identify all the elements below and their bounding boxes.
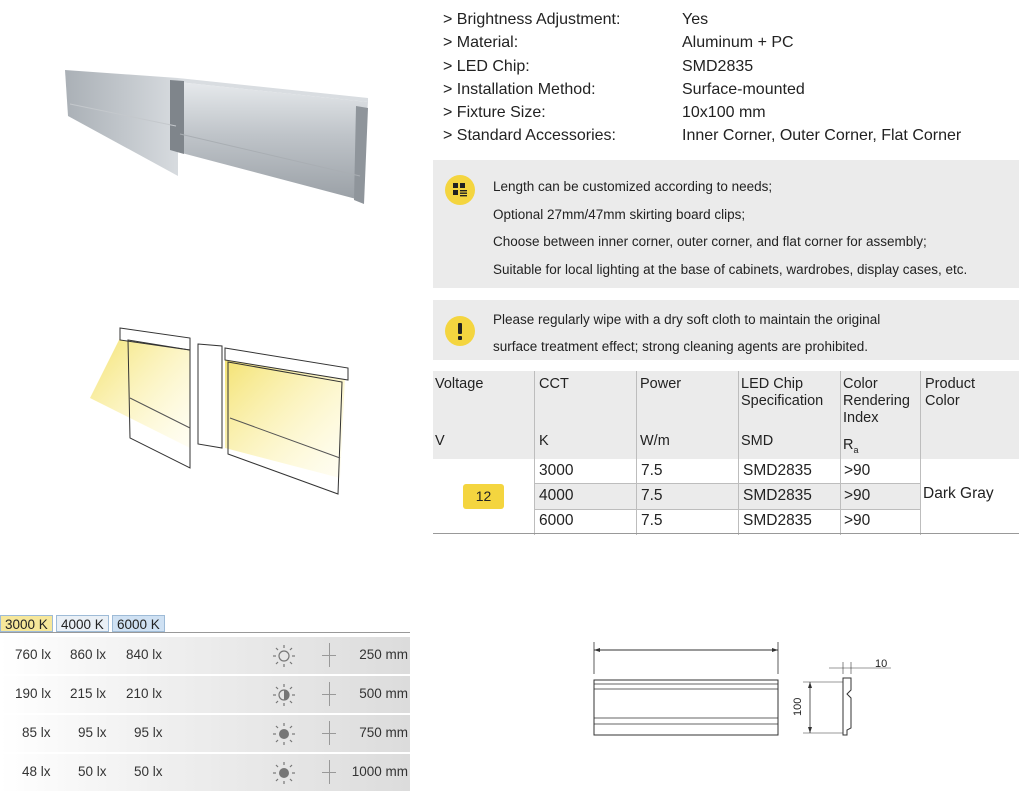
feature-line: Choose between inner corner, outer corner, and flat corner for assembly; <box>493 234 927 249</box>
illuminance-table <box>0 613 410 791</box>
cell-power: 7.5 <box>641 462 663 479</box>
cell-chip: SMD2835 <box>743 462 812 479</box>
header-voltage: Voltage <box>435 376 484 392</box>
header-color: Product Color <box>925 376 975 409</box>
spec-row <box>443 55 1013 78</box>
spec-value: 10x100 mm <box>682 104 766 122</box>
lux-3000: 85 lx <box>22 725 51 740</box>
lux-6000: 210 lx <box>126 686 163 701</box>
feature-line: Optional 27mm/47mm skirting board clips; <box>493 207 746 222</box>
thickness-dimension-label: 10 <box>875 658 888 670</box>
spec-value: Inner Corner, Outer Corner, Flat Corner <box>682 127 962 145</box>
product-render-profile <box>60 64 380 204</box>
care-warning-box <box>433 300 1019 360</box>
exclamation-icon <box>445 316 475 346</box>
feature-line: Length can be customized according to needs; <box>493 179 773 194</box>
warning-line: surface treatment effect; strong cleaning agents are prohibited. <box>493 339 868 354</box>
sun-filled-icon <box>272 722 296 746</box>
unit-cri-sub: a <box>853 444 859 455</box>
lux-4000: 50 lx <box>78 764 107 779</box>
features-box <box>433 160 1019 288</box>
spec-key: > Fixture Size: <box>443 104 546 122</box>
unit-chip: SMD <box>741 433 774 449</box>
lux-row <box>0 715 410 752</box>
header-cri: Color Rendering Index <box>843 376 910 426</box>
header-cct: CCT <box>539 376 569 392</box>
lux-6000: 95 lx <box>134 725 163 740</box>
unit-voltage: V <box>435 433 445 449</box>
lux-row <box>0 754 410 791</box>
lux-6000: 50 lx <box>134 764 163 779</box>
lux-4000: 860 lx <box>70 647 107 662</box>
distance-label: 1000 mm <box>351 764 408 779</box>
lux-4000: 215 lx <box>70 686 107 701</box>
cell-cri: >90 <box>844 512 871 529</box>
distance-label: 750 mm <box>359 725 408 740</box>
lux-3000: 48 lx <box>22 764 51 779</box>
lux-row <box>0 637 410 674</box>
spec-value: SMD2835 <box>682 57 754 75</box>
unit-cct: K <box>539 433 549 449</box>
cell-cri: >90 <box>844 487 871 504</box>
spec-row <box>443 8 1013 31</box>
spec-row <box>443 31 1013 54</box>
cct-tab-3000: 3000 K <box>0 615 53 632</box>
cell-cri: >90 <box>844 462 871 479</box>
spec-row <box>443 101 1013 124</box>
header-power: Power <box>640 376 682 392</box>
spec-key: > Installation Method: <box>443 80 596 98</box>
cell-chip: SMD2835 <box>743 487 812 504</box>
height-dimension-label: 100 <box>792 697 804 716</box>
cell-chip: SMD2835 <box>743 512 812 529</box>
cct-tab-6000: 6000 K <box>112 615 165 632</box>
sun-outline-icon <box>272 644 296 668</box>
spec-key: > Brightness Adjustment: <box>443 11 621 28</box>
cell-power: 7.5 <box>641 487 663 504</box>
unit-cri <box>843 437 859 459</box>
spec-table <box>433 371 1019 535</box>
spec-key: > LED Chip: <box>443 57 530 75</box>
spec-value: Aluminum + PC <box>682 34 794 52</box>
unit-cri-symbol: R <box>843 437 854 453</box>
spec-value: Surface-mounted <box>682 80 805 98</box>
product-render-lit <box>90 318 390 498</box>
sun-half-icon <box>272 683 296 707</box>
spec-row <box>443 124 1013 147</box>
feature-line: Suitable for local lighting at the base of cabinets, wardrobes, display cases, etc. <box>493 262 968 277</box>
spec-key: > Standard Accessories: <box>443 127 616 145</box>
spec-row <box>443 78 1013 101</box>
header-chip: LED Chip Specification <box>741 376 824 409</box>
unit-power: W/m <box>640 433 670 449</box>
cell-power: 7.5 <box>641 512 663 529</box>
cct-tab-4000: 4000 K <box>56 615 109 632</box>
lux-3000: 190 lx <box>15 686 52 701</box>
cell-cct: 4000 <box>539 487 574 504</box>
sun-filled-icon <box>272 761 296 785</box>
lux-6000: 840 lx <box>126 647 163 662</box>
spec-value: Yes <box>682 11 709 28</box>
spec-key: > Material: <box>443 34 519 52</box>
distance-label: 250 mm <box>359 647 408 662</box>
warning-line: Please regularly wipe with a dry soft cloth to maintain the original <box>493 312 881 327</box>
voltage-badge: 12 <box>463 484 504 509</box>
spec-list <box>443 8 1013 148</box>
grid-list-icon <box>445 175 475 205</box>
lux-row <box>0 676 410 713</box>
dimension-drawing <box>585 640 895 750</box>
cell-cct: 3000 <box>539 462 574 479</box>
cell-cct: 6000 <box>539 512 574 529</box>
distance-label: 500 mm <box>359 686 408 701</box>
cell-product-color: Dark Gray <box>923 485 994 502</box>
lux-3000: 760 lx <box>15 647 52 662</box>
lux-4000: 95 lx <box>78 725 107 740</box>
